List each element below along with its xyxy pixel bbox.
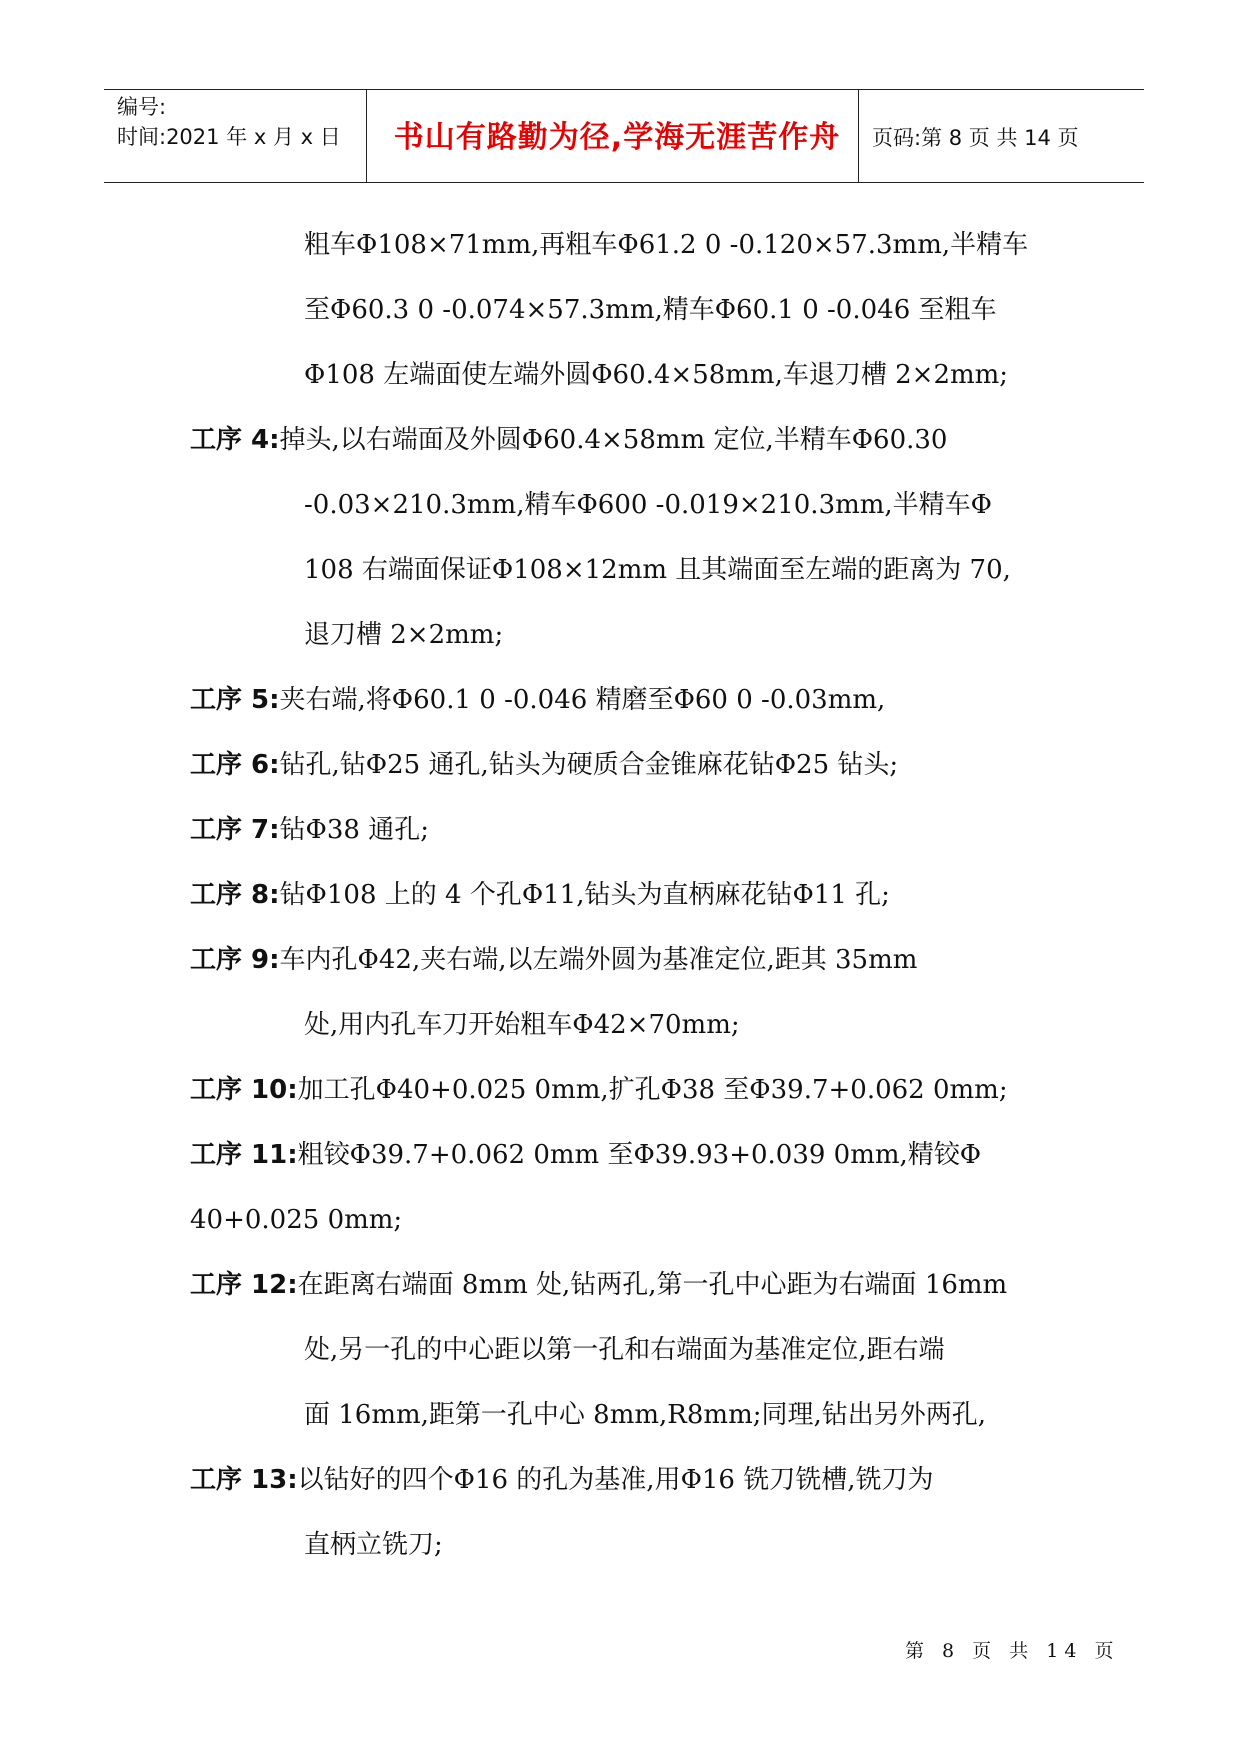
header-left-cell: [117, 92, 341, 152]
step-label: 工序 9:: [190, 945, 280, 975]
process-step-6: [190, 747, 898, 783]
step-text: 钻Φ38 通孔;: [279, 815, 429, 845]
step-label: 工序 12:: [190, 1270, 298, 1300]
process-step-8: [190, 877, 890, 913]
text-line: 处,另一孔的中心距以第一孔和右端面为基准定位,距右端: [304, 1335, 945, 1365]
step-label: 工序 11:: [190, 1140, 298, 1170]
text-line: 处,用内孔车刀开始粗车Φ42×70mm;: [304, 1010, 740, 1040]
step-label: 工序 10:: [190, 1075, 298, 1105]
text-line: 40+0.025 0mm;: [190, 1205, 403, 1235]
step-label: 工序 5:: [190, 685, 280, 715]
process-step-10: [190, 1072, 1008, 1108]
step-text: 夹右端,将Φ60.1 0 -0.046 精磨至Φ60 0 -0.03mm,: [279, 685, 886, 715]
process-step-11: [190, 1137, 981, 1173]
step-label: 工序 13:: [190, 1465, 298, 1495]
text-line: 直柄立铣刀;: [304, 1530, 443, 1560]
header-bottom-rule: [104, 182, 1144, 183]
header-top-rule: [104, 89, 1144, 90]
step-text: 掉头,以右端面及外圆Φ60.4×58mm 定位,半精车Φ60.30: [279, 425, 948, 455]
process-step-4: [190, 422, 947, 458]
process-step-12: [190, 1267, 1007, 1303]
step-text: 钻Φ108 上的 4 个孔Φ11,钻头为直柄麻花钻Φ11 孔;: [279, 880, 890, 910]
document-time-label: 时间:2021 年 x 月 x 日: [117, 125, 341, 149]
process-step-13: [190, 1462, 934, 1498]
process-step-9: [190, 942, 917, 978]
step-label: 工序 6:: [190, 750, 280, 780]
text-line: 面 16mm,距第一孔中心 8mm,R8mm;同理,钻出另外两孔,: [304, 1400, 987, 1430]
step-text: 以钻好的四个Φ16 的孔为基准,用Φ16 铣刀铣槽,铣刀为: [297, 1465, 934, 1495]
step-text: 车内孔Φ42,夹右端,以左端外圆为基准定位,距其 35mm: [279, 945, 918, 975]
text-line: -0.03×210.3mm,精车Φ600 -0.019×210.3mm,半精车Φ: [304, 490, 992, 520]
text-line: 退刀槽 2×2mm;: [304, 620, 504, 650]
step-label: 工序 4:: [190, 425, 280, 455]
header-divider-left: [366, 89, 367, 182]
step-text: 在距离右端面 8mm 处,钻两孔,第一孔中心距为右端面 16mm: [297, 1270, 1008, 1300]
text-line: Φ108 左端面使左端外圆Φ60.4×58mm,车退刀槽 2×2mm;: [304, 360, 1009, 390]
process-step-5: [190, 682, 885, 718]
step-text: 钻孔,钻Φ25 通孔,钻头为硬质合金锥麻花钻Φ25 钻头;: [279, 750, 899, 780]
step-label: 工序 7:: [190, 815, 280, 845]
step-text: 加工孔Φ40+0.025 0mm,扩孔Φ38 至Φ39.7+0.062 0mm;: [297, 1075, 1008, 1105]
step-text: 粗铰Φ39.7+0.062 0mm 至Φ39.93+0.039 0mm,精铰Φ: [297, 1140, 982, 1170]
header-page-number: 页码:第 8 页 共 14 页: [872, 126, 1079, 150]
footer-page-number: 第 8 页 共 14 页: [905, 1640, 1120, 1662]
text-line: 至Φ60.3 0 -0.074×57.3mm,精车Φ60.1 0 -0.046 至粗车: [304, 295, 997, 325]
document-number-label: 编号:: [117, 95, 167, 119]
header-motto: 书山有路勤为径,学海无涯苦作舟: [393, 120, 841, 155]
step-label: 工序 8:: [190, 880, 280, 910]
text-line: 108 右端面保证Φ108×12mm 且其端面至左端的距离为 70,: [304, 555, 1011, 585]
text-line: 粗车Φ108×71mm,再粗车Φ61.2 0 -0.120×57.3mm,半精车: [304, 230, 1029, 260]
process-step-7: [190, 812, 429, 848]
